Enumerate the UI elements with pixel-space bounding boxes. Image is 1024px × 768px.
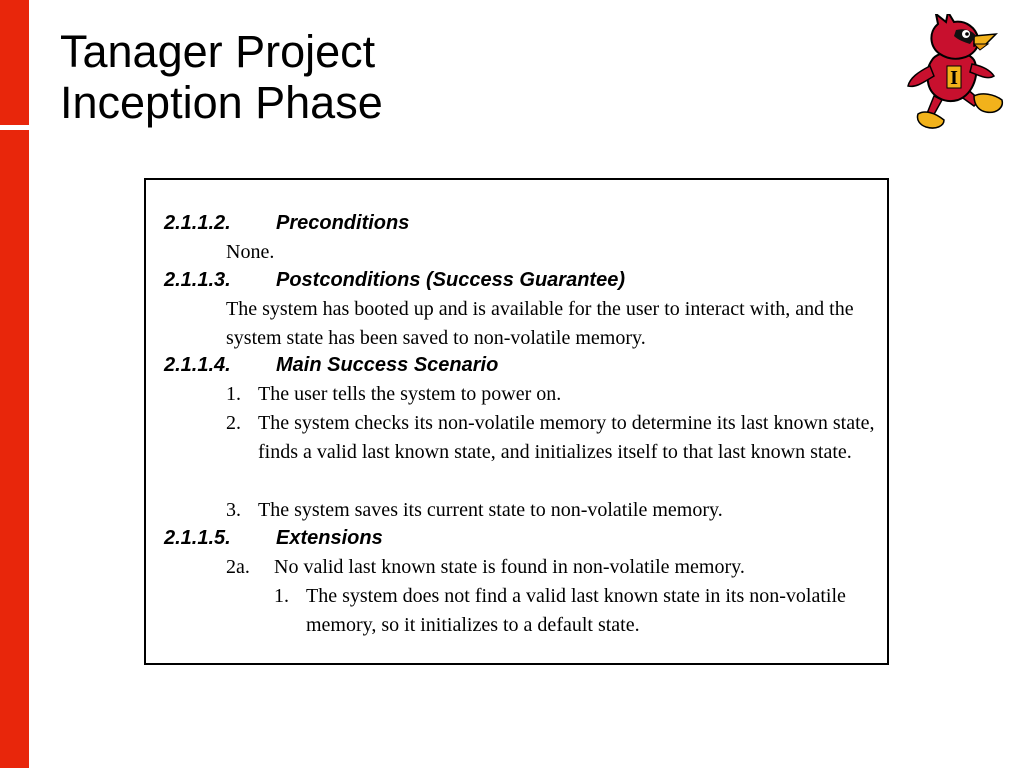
postconditions-text: The system has booted up and is available for the user to interact with, and the system state has been saved to non-volatile memory. xyxy=(226,298,854,349)
section-preconditions-heading xyxy=(164,211,409,235)
section-title: Main Success Scenario xyxy=(276,354,499,376)
section-number: 2.1.1.3. xyxy=(164,269,231,291)
accent-bar-bottom xyxy=(0,130,29,768)
section-title: Extensions xyxy=(276,527,383,549)
step-text: The user tells the system to power on. xyxy=(258,383,562,405)
step-number: 2. xyxy=(226,412,241,434)
section-title: Postconditions (Success Guarantee) xyxy=(276,269,625,291)
section-title: Preconditions xyxy=(276,212,410,234)
substep-number: 1. xyxy=(274,585,289,607)
section-number: 2.1.1.2. xyxy=(164,212,231,234)
scenario-step xyxy=(226,496,878,525)
step-text: The system checks its non-volatile memory to determine its last known state, finds a valid last known state, and initializes itself to that last known state. xyxy=(258,412,875,463)
section-main-scenario-heading xyxy=(164,353,498,377)
accent-bar-top xyxy=(0,0,29,125)
title-line-1: Tanager Project xyxy=(60,26,376,77)
use-case-document xyxy=(144,178,889,665)
svg-text:I: I xyxy=(950,67,958,89)
scenario-step xyxy=(226,380,878,409)
step-number: 3. xyxy=(226,499,241,521)
extension-item xyxy=(226,553,874,582)
section-extensions-heading xyxy=(164,526,383,550)
extension-substep xyxy=(274,582,866,640)
section-postconditions-heading xyxy=(164,268,625,292)
cardinal-mascot-icon xyxy=(900,14,1006,132)
slide-title xyxy=(60,26,383,128)
section-number: 2.1.1.4. xyxy=(164,354,231,376)
title-line-2: Inception Phase xyxy=(60,77,383,128)
scenario-step xyxy=(226,409,878,467)
step-number: 1. xyxy=(226,383,241,405)
extension-text: No valid last known state is found in non-volatile memory. xyxy=(274,556,745,578)
preconditions-text: None. xyxy=(226,241,275,263)
section-number: 2.1.1.5. xyxy=(164,527,231,549)
extension-label: 2a. xyxy=(226,556,250,578)
substep-text: The system does not find a valid last known state in its non-volatile memory, so it initializes to a default state. xyxy=(306,585,846,636)
step-text: The system saves its current state to non-volatile memory. xyxy=(258,499,723,521)
